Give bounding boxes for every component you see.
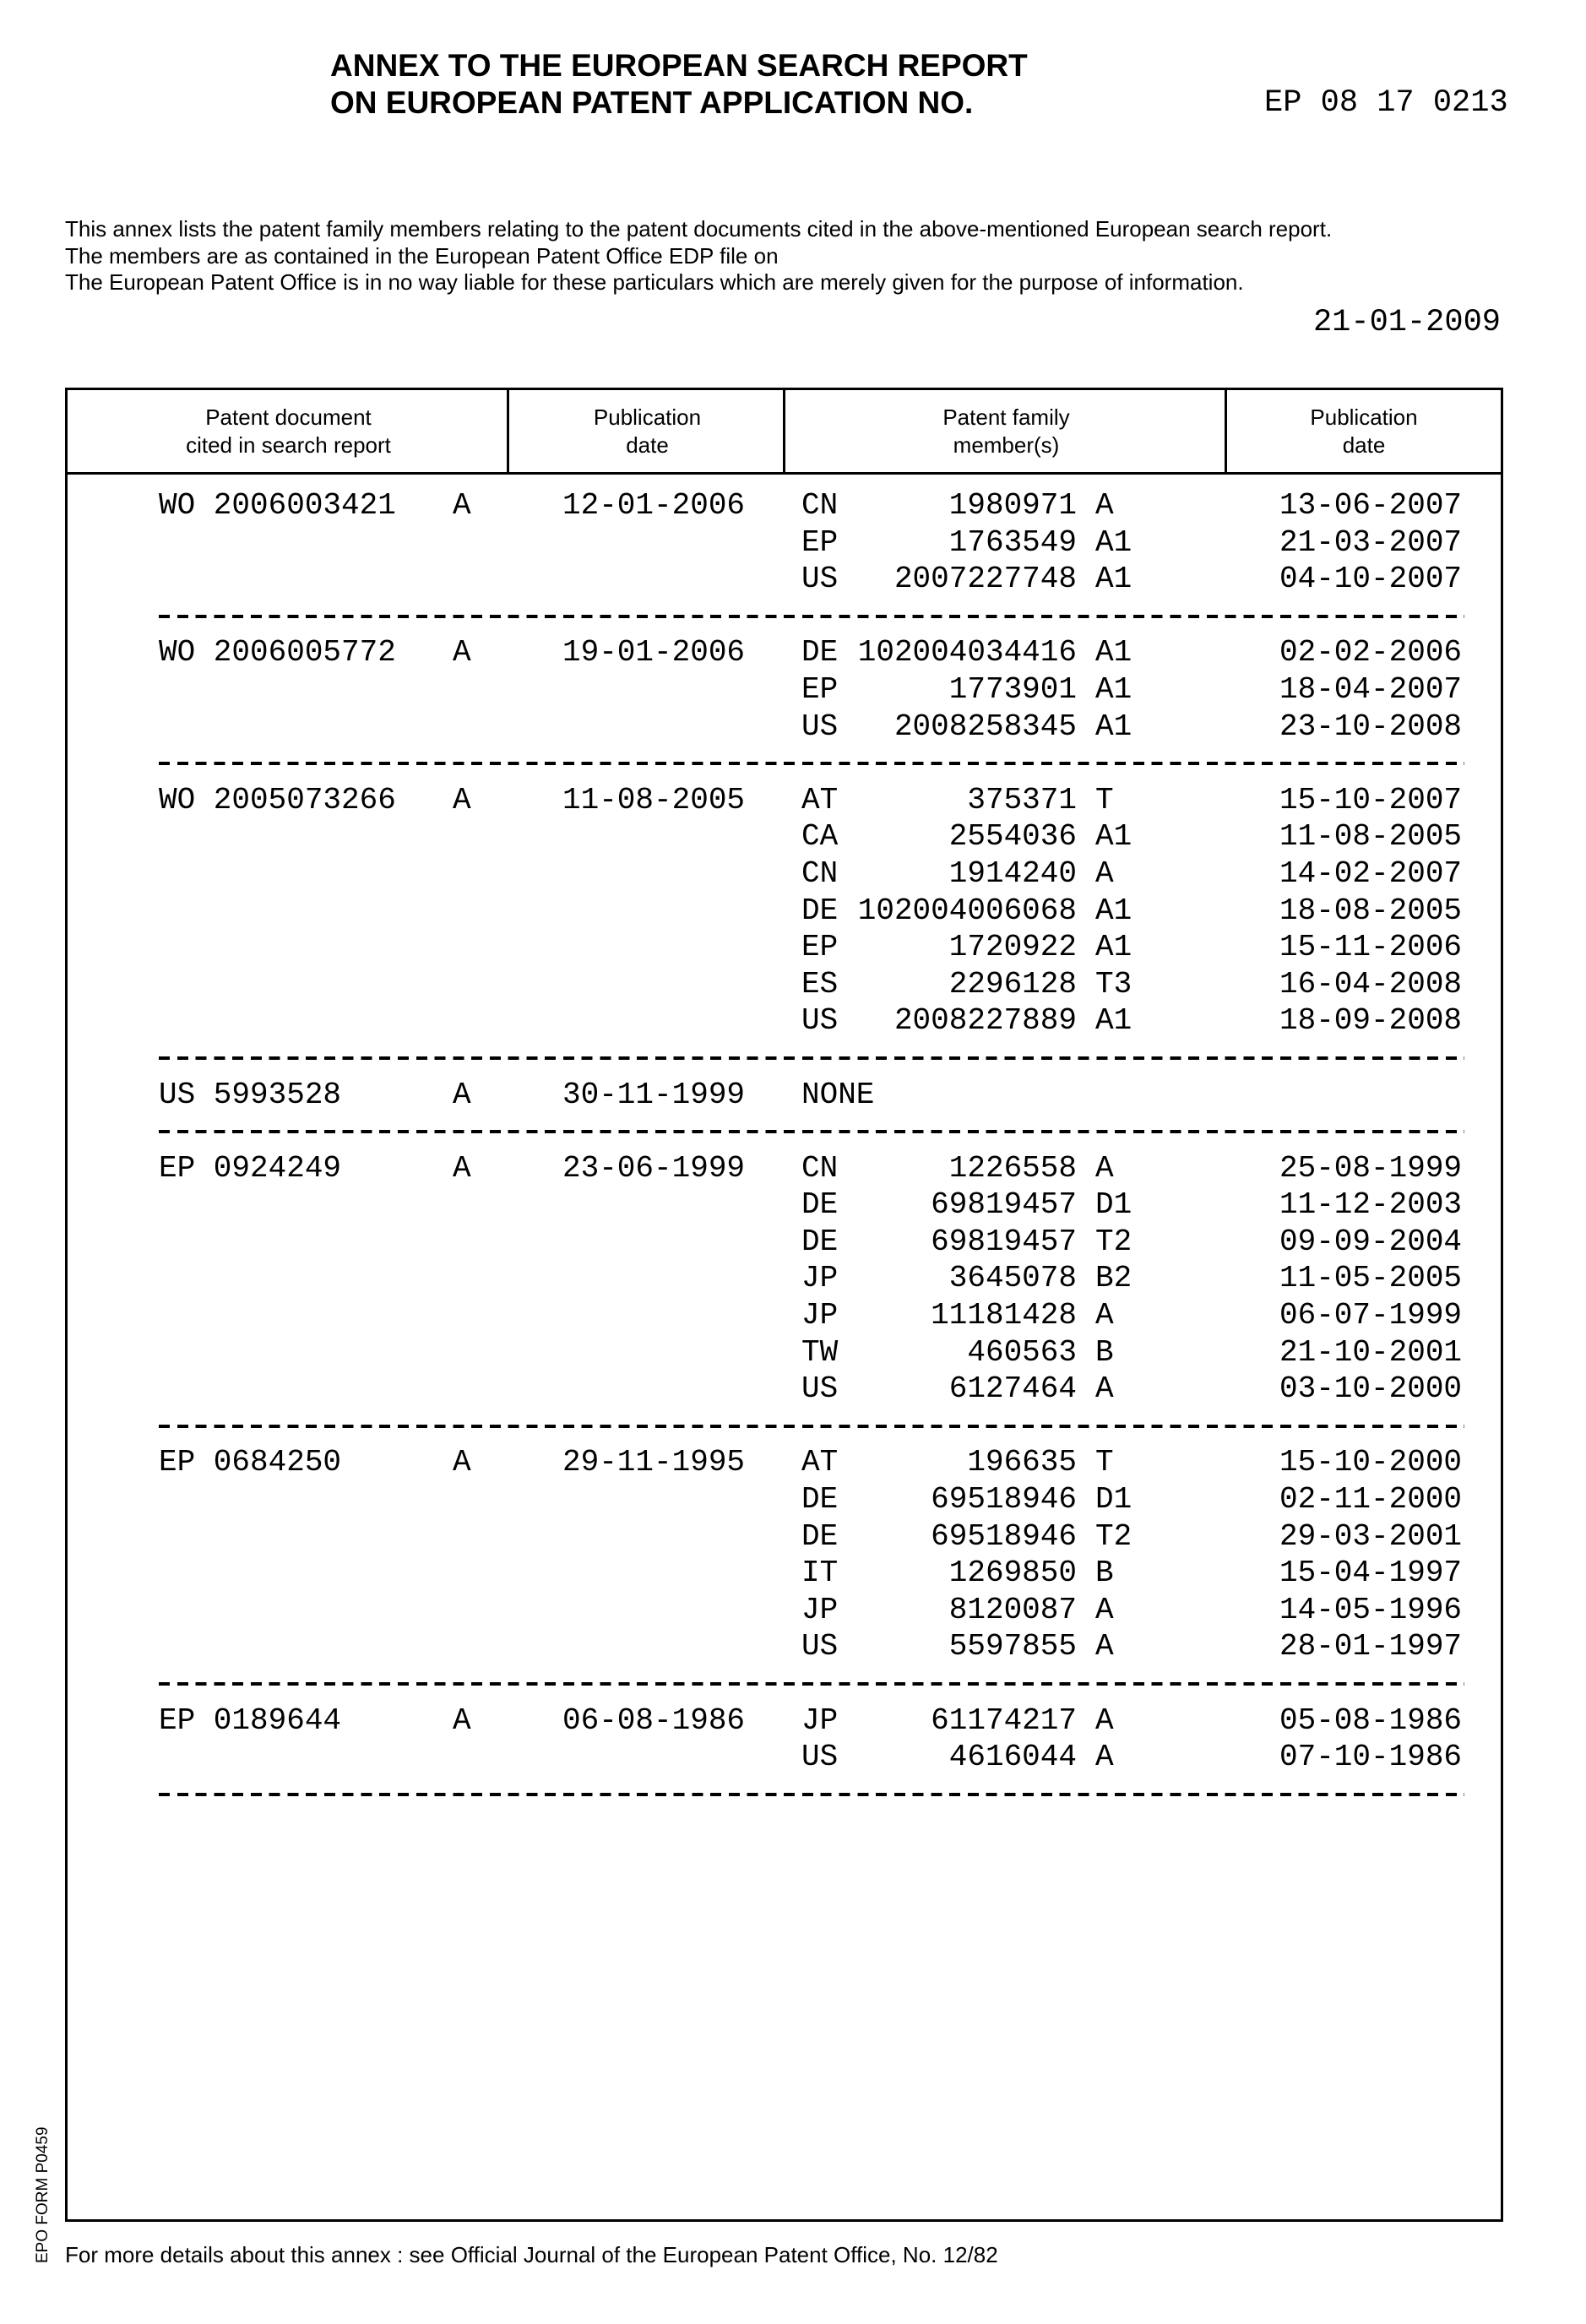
member-country: JP xyxy=(801,1297,838,1334)
table-row-continuation xyxy=(0,1334,1586,1371)
member-publication-date: 23-10-2008 xyxy=(1279,709,1462,746)
intro-line: The European Patent Office is in no way liable for these particulars which are merely given for the purpose of information. xyxy=(65,269,1332,296)
member-kind-code: A xyxy=(1095,1297,1114,1334)
member-publication-date: 11-08-2005 xyxy=(1279,818,1462,855)
member-kind-code: B xyxy=(1095,1334,1114,1371)
member-kind-code: T xyxy=(1095,782,1114,819)
cited-publication-date: 19-01-2006 xyxy=(562,634,745,671)
member-country: US xyxy=(801,1002,838,1040)
cited-publication-date: 23-06-1999 xyxy=(562,1150,745,1187)
table-row-continuation xyxy=(0,671,1586,709)
header-label: date xyxy=(1310,432,1417,459)
member-number: 460563 xyxy=(967,1334,1077,1371)
member-publication-date: 03-10-2000 xyxy=(1279,1371,1462,1408)
member-kind-code: A xyxy=(1095,1371,1114,1408)
member-country: JP xyxy=(801,1702,838,1740)
member-country: US xyxy=(801,1371,838,1408)
member-kind-code: A1 xyxy=(1095,929,1132,966)
member-publication-date: 09-09-2004 xyxy=(1279,1224,1462,1261)
no-family-members: NONE xyxy=(801,1077,874,1114)
member-number: 69518946 xyxy=(931,1481,1077,1518)
member-publication-date: 16-04-2008 xyxy=(1279,966,1462,1003)
dashed-divider xyxy=(159,1793,1464,1796)
member-number: 8120087 xyxy=(949,1592,1077,1629)
table-row xyxy=(0,782,1586,819)
member-number: 1763549 xyxy=(949,524,1077,562)
intro-line: This annex lists the patent family members relating to the patent documents cited in the above-mentioned European search report. xyxy=(65,216,1332,243)
member-country: IT xyxy=(801,1555,838,1592)
dashed-divider xyxy=(159,1130,1464,1133)
dashed-divider xyxy=(159,1425,1464,1428)
member-country: US xyxy=(801,709,838,746)
title-line-2: ON EUROPEAN PATENT APPLICATION NO. xyxy=(330,84,1028,122)
member-publication-date: 29-03-2001 xyxy=(1279,1518,1462,1556)
entry-separator xyxy=(0,1776,1586,1813)
member-country: CN xyxy=(801,855,838,893)
intro-line: The members are as contained in the European Patent Office EDP file on xyxy=(65,243,1332,270)
member-number: 61174217 xyxy=(931,1702,1077,1740)
member-publication-date: 15-10-2000 xyxy=(1279,1444,1462,1481)
application-number: EP 08 17 0213 xyxy=(1264,84,1508,122)
member-kind-code: T2 xyxy=(1095,1224,1132,1261)
member-number: 102004006068 xyxy=(858,893,1077,930)
form-code: EPO FORM P0459 xyxy=(34,2126,52,2263)
member-kind-code: A xyxy=(1095,855,1114,893)
member-number: 2008227889 xyxy=(894,1002,1077,1040)
member-number: 2008258345 xyxy=(894,709,1077,746)
member-country: CN xyxy=(801,487,838,524)
member-publication-date: 18-09-2008 xyxy=(1279,1002,1462,1040)
member-country: JP xyxy=(801,1592,838,1629)
member-kind-code: A1 xyxy=(1095,671,1132,709)
member-number: 4616044 xyxy=(949,1739,1077,1776)
entry-separator xyxy=(0,1665,1586,1702)
dashed-divider xyxy=(159,615,1464,618)
cited-publication-date: 12-01-2006 xyxy=(562,487,745,524)
table-row-continuation xyxy=(0,1481,1586,1518)
member-number: 11181428 xyxy=(931,1297,1077,1334)
cited-kind-code: A xyxy=(453,1150,471,1187)
member-number: 1269850 xyxy=(949,1555,1077,1592)
member-kind-code: D1 xyxy=(1095,1481,1132,1518)
table-row-continuation xyxy=(0,929,1586,966)
header-label: Publication xyxy=(594,404,701,432)
footer-note: For more details about this annex : see Official Journal of the European Patent Office, No. 12/82 xyxy=(65,2242,998,2268)
table-row-continuation xyxy=(0,1371,1586,1408)
member-kind-code: A1 xyxy=(1095,893,1132,930)
member-kind-code: A1 xyxy=(1095,634,1132,671)
member-number: 69518946 xyxy=(931,1518,1077,1556)
member-number: 5597855 xyxy=(949,1628,1077,1665)
entry-separator xyxy=(0,745,1586,782)
cited-document: WO 2005073266 xyxy=(159,782,396,819)
member-publication-date: 13-06-2007 xyxy=(1279,487,1462,524)
cited-publication-date: 06-08-1986 xyxy=(562,1702,745,1740)
header-label: Publication xyxy=(1310,404,1417,432)
member-publication-date: 21-03-2007 xyxy=(1279,524,1462,562)
member-publication-date: 04-10-2007 xyxy=(1279,561,1462,598)
member-publication-date: 15-10-2007 xyxy=(1279,782,1462,819)
member-publication-date: 18-08-2005 xyxy=(1279,893,1462,930)
table-row-continuation xyxy=(0,1739,1586,1776)
table-row-continuation xyxy=(0,818,1586,855)
table-row xyxy=(0,1150,1586,1187)
member-country: EP xyxy=(801,929,838,966)
intro-text xyxy=(65,216,1332,296)
member-country: AT xyxy=(801,1444,838,1481)
member-publication-date: 21-10-2001 xyxy=(1279,1334,1462,1371)
cited-kind-code: A xyxy=(453,1702,471,1740)
member-number: 69819457 xyxy=(931,1186,1077,1224)
report-date: 21-01-2009 xyxy=(1313,304,1501,341)
member-number: 6127464 xyxy=(949,1371,1077,1408)
member-publication-date: 14-02-2007 xyxy=(1279,855,1462,893)
member-country: US xyxy=(801,561,838,598)
cited-kind-code: A xyxy=(453,1444,471,1481)
table-row-continuation xyxy=(0,1224,1586,1261)
member-number: 1980971 xyxy=(949,487,1077,524)
cited-publication-date: 29-11-1995 xyxy=(562,1444,745,1481)
table-row-continuation xyxy=(0,893,1586,930)
member-number: 1914240 xyxy=(949,855,1077,893)
member-kind-code: A1 xyxy=(1095,818,1132,855)
member-country: DE xyxy=(801,1224,838,1261)
table-row xyxy=(0,487,1586,524)
member-kind-code: A xyxy=(1095,487,1114,524)
member-country: US xyxy=(801,1628,838,1665)
table-row-continuation xyxy=(0,561,1586,598)
member-kind-code: A1 xyxy=(1095,561,1132,598)
member-country: JP xyxy=(801,1260,838,1297)
header-label: date xyxy=(594,432,701,459)
cited-kind-code: A xyxy=(453,634,471,671)
entry-separator xyxy=(0,1408,1586,1445)
member-kind-code: T2 xyxy=(1095,1518,1132,1556)
member-country: EP xyxy=(801,524,838,562)
member-number: 196635 xyxy=(967,1444,1077,1481)
table-row-continuation xyxy=(0,1002,1586,1040)
member-publication-date: 05-08-1986 xyxy=(1279,1702,1462,1740)
member-country: DE xyxy=(801,634,838,671)
cited-document: EP 0924249 xyxy=(159,1150,341,1187)
member-kind-code: A xyxy=(1095,1592,1114,1629)
table-row-continuation xyxy=(0,1555,1586,1592)
table-row-continuation xyxy=(0,1592,1586,1629)
cited-document: EP 0189644 xyxy=(159,1702,341,1740)
member-country: TW xyxy=(801,1334,838,1371)
title-line-1: ANNEX TO THE EUROPEAN SEARCH REPORT xyxy=(330,47,1028,84)
member-number: 2296128 xyxy=(949,966,1077,1003)
member-number: 2007227748 xyxy=(894,561,1077,598)
member-number: 1720922 xyxy=(949,929,1077,966)
header-patent-family xyxy=(785,390,1227,475)
table-row-continuation xyxy=(0,1628,1586,1665)
table-row xyxy=(0,1702,1586,1740)
member-publication-date: 06-07-1999 xyxy=(1279,1297,1462,1334)
header-label: member(s) xyxy=(942,432,1069,459)
header-family-publication-date xyxy=(1227,390,1501,475)
member-kind-code: D1 xyxy=(1095,1186,1132,1224)
table-row xyxy=(0,634,1586,671)
member-kind-code: A xyxy=(1095,1628,1114,1665)
member-publication-date: 14-05-1996 xyxy=(1279,1592,1462,1629)
cited-document: WO 2006005772 xyxy=(159,634,396,671)
member-country: DE xyxy=(801,1481,838,1518)
member-country: CA xyxy=(801,818,838,855)
table-row-continuation xyxy=(0,1186,1586,1224)
member-kind-code: T3 xyxy=(1095,966,1132,1003)
header-publication-date xyxy=(509,390,785,475)
table-row-continuation xyxy=(0,1518,1586,1556)
table-row xyxy=(0,1077,1586,1114)
member-country: EP xyxy=(801,671,838,709)
member-country: CN xyxy=(801,1150,838,1187)
member-kind-code: A xyxy=(1095,1150,1114,1187)
member-number: 1773901 xyxy=(949,671,1077,709)
report-title xyxy=(330,47,1028,122)
member-publication-date: 18-04-2007 xyxy=(1279,671,1462,709)
table-row xyxy=(0,1444,1586,1481)
cited-document: WO 2006003421 xyxy=(159,487,396,524)
member-publication-date: 02-11-2000 xyxy=(1279,1481,1462,1518)
table-row-continuation xyxy=(0,855,1586,893)
table-row-continuation xyxy=(0,1260,1586,1297)
member-kind-code: T xyxy=(1095,1444,1114,1481)
member-country: ES xyxy=(801,966,838,1003)
cited-document: US 5993528 xyxy=(159,1077,341,1114)
entry-separator xyxy=(0,598,1586,635)
member-country: DE xyxy=(801,1518,838,1556)
header-label: Patent document xyxy=(186,404,391,432)
dashed-divider xyxy=(159,762,1464,765)
member-number: 3645078 xyxy=(949,1260,1077,1297)
member-number: 69819457 xyxy=(931,1224,1077,1261)
member-publication-date: 15-04-1997 xyxy=(1279,1555,1462,1592)
cited-kind-code: A xyxy=(453,1077,471,1114)
member-country: AT xyxy=(801,782,838,819)
member-kind-code: A1 xyxy=(1095,1002,1132,1040)
member-country: DE xyxy=(801,893,838,930)
header-label: Patent family xyxy=(942,404,1069,432)
member-number: 1226558 xyxy=(949,1150,1077,1187)
table-row-continuation xyxy=(0,709,1586,746)
table-row-continuation xyxy=(0,1297,1586,1334)
table-row-continuation xyxy=(0,524,1586,562)
dashed-divider xyxy=(159,1056,1464,1060)
member-number: 2554036 xyxy=(949,818,1077,855)
member-number: 375371 xyxy=(967,782,1077,819)
member-kind-code: A xyxy=(1095,1702,1114,1740)
member-publication-date: 11-12-2003 xyxy=(1279,1186,1462,1224)
member-country: US xyxy=(801,1739,838,1776)
cited-kind-code: A xyxy=(453,487,471,524)
dashed-divider xyxy=(159,1682,1464,1686)
member-publication-date: 25-08-1999 xyxy=(1279,1150,1462,1187)
member-country: DE xyxy=(801,1186,838,1224)
entry-separator xyxy=(0,1040,1586,1077)
member-kind-code: B xyxy=(1095,1555,1114,1592)
member-publication-date: 28-01-1997 xyxy=(1279,1628,1462,1665)
member-number: 102004034416 xyxy=(858,634,1077,671)
member-publication-date: 07-10-1986 xyxy=(1279,1739,1462,1776)
family-rows xyxy=(0,487,1586,1812)
cited-publication-date: 30-11-1999 xyxy=(562,1077,745,1114)
cited-document: EP 0684250 xyxy=(159,1444,341,1481)
entry-separator xyxy=(0,1113,1586,1150)
header-patent-document xyxy=(68,390,509,475)
table-row-continuation xyxy=(0,966,1586,1003)
member-kind-code: B2 xyxy=(1095,1260,1132,1297)
member-kind-code: A xyxy=(1095,1739,1114,1776)
member-publication-date: 11-05-2005 xyxy=(1279,1260,1462,1297)
cited-publication-date: 11-08-2005 xyxy=(562,782,745,819)
cited-kind-code: A xyxy=(453,782,471,819)
member-kind-code: A1 xyxy=(1095,709,1132,746)
header-label: cited in search report xyxy=(186,432,391,459)
member-kind-code: A1 xyxy=(1095,524,1132,562)
member-publication-date: 15-11-2006 xyxy=(1279,929,1462,966)
member-publication-date: 02-02-2006 xyxy=(1279,634,1462,671)
